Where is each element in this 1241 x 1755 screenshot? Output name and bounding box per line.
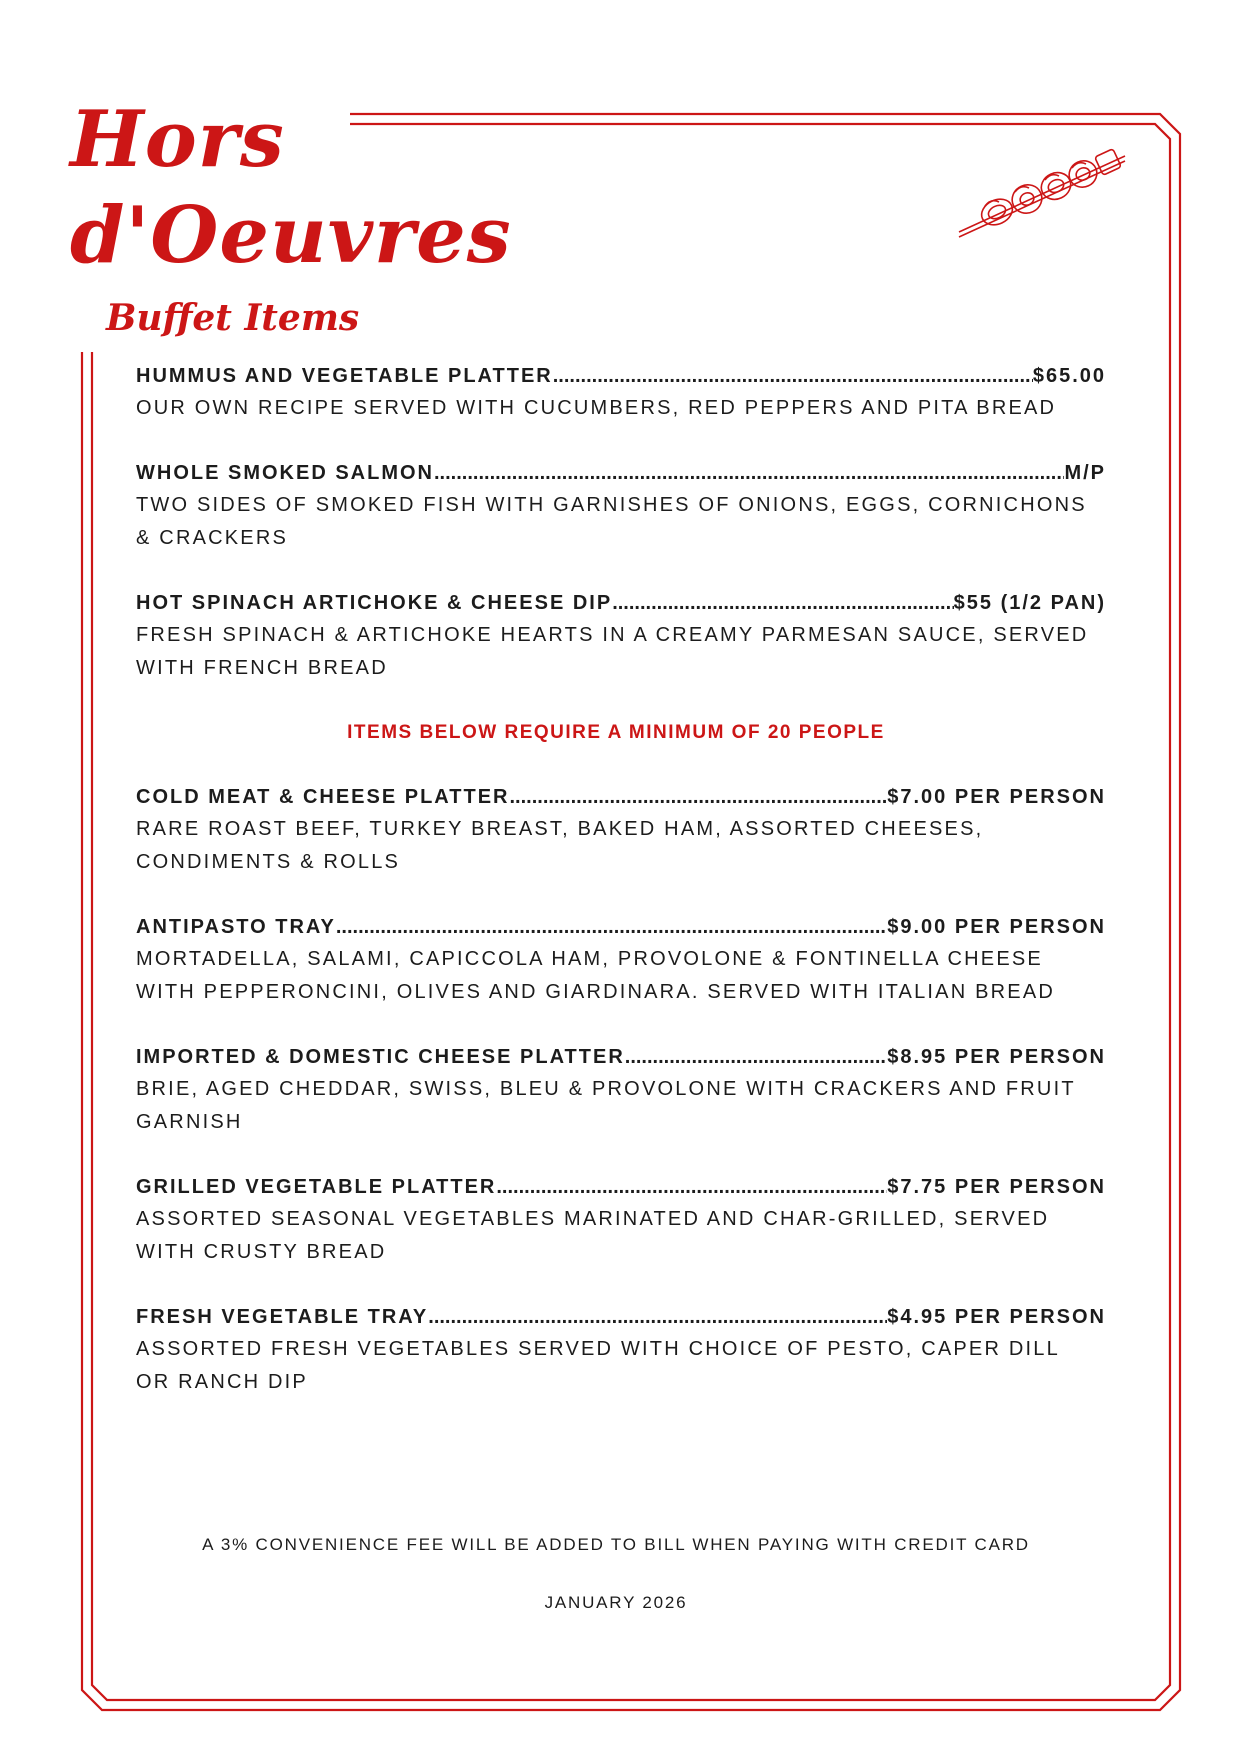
menu-item [136, 457, 1106, 555]
menu-item [136, 1171, 1106, 1269]
menu-item [136, 911, 1106, 1009]
menu-item-price: $65.00 [1032, 365, 1106, 387]
dot-leader [625, 1041, 887, 1073]
menu-item-description: OUR OWN RECIPE SERVED WITH CUCUMBERS, RED PEPPERS AND PITA BREAD [136, 397, 1057, 419]
dot-leader [336, 911, 887, 943]
skewer-icon [955, 142, 1135, 242]
title-line-2: d'Oeuvres [70, 190, 512, 281]
menu-item-name: HOT SPINACH ARTICHOKE & CHEESE DIP [136, 592, 613, 614]
menu-item-price: $7.75 PER PERSON [887, 1176, 1106, 1198]
menu-item-header [136, 587, 1106, 619]
menu-item-name: WHOLE SMOKED SALMON [136, 462, 434, 484]
dot-leader [553, 360, 1033, 392]
menu-item-description: TWO SIDES OF SMOKED FISH WITH GARNISHES OF ONIONS, EGGS, CORNICHONS & CRACKERS [136, 494, 1087, 549]
menu-item-description: BRIE, AGED CHEDDAR, SWISS, BLEU & PROVOLONE WITH CRACKERS AND FRUIT GARNISH [136, 1078, 1076, 1133]
menu-item-name: COLD MEAT & CHEESE PLATTER [136, 786, 510, 808]
menu-item-price: $8.95 PER PERSON [887, 1046, 1106, 1068]
dot-leader [612, 587, 953, 619]
menu-item [136, 781, 1106, 879]
menu-item-header [136, 1041, 1106, 1073]
dot-leader [428, 1301, 887, 1333]
title-line-1: Hors [70, 94, 285, 185]
menu-item-description: MORTADELLA, SALAMI, CAPICCOLA HAM, PROVOLONE & FONTINELLA CHEESE WITH PEPPERONCINI, OLIVES AND GIARDINARA. SERVED WITH ITALIAN BREAD [136, 948, 1056, 1003]
menu-list [136, 360, 1106, 1431]
menu-item-description: FRESH SPINACH & ARTICHOKE HEARTS IN A CREAMY PARMESAN SAUCE, SERVED WITH FRENCH BREAD [136, 624, 1089, 679]
menu-item [136, 1301, 1106, 1399]
menu-item-price: $9.00 PER PERSON [887, 916, 1106, 938]
menu-item-header [136, 911, 1106, 943]
menu-item-price: $7.00 PER PERSON [887, 786, 1106, 808]
menu-item-description: RARE ROAST BEEF, TURKEY BREAST, BAKED HAM, ASSORTED CHEESES, CONDIMENTS & ROLLS [136, 818, 984, 873]
menu-item-name: ANTIPASTO TRAY [136, 916, 336, 938]
menu-item-price: M/P [1064, 462, 1106, 484]
menu-item-price: $4.95 PER PERSON [887, 1306, 1106, 1328]
menu-item-price: $55 (1/2 PAN) [953, 592, 1106, 614]
menu-item-name: HUMMUS AND VEGETABLE PLATTER [136, 365, 553, 387]
menu-item-name: IMPORTED & DOMESTIC CHEESE PLATTER [136, 1046, 625, 1068]
menu-item-name: GRILLED VEGETABLE PLATTER [136, 1176, 497, 1198]
menu-item-header [136, 1171, 1106, 1203]
menu-item-header [136, 360, 1106, 392]
menu-item-header [136, 781, 1106, 813]
minimum-notice: ITEMS BELOW REQUIRE A MINIMUM OF 20 PEOPLE [347, 722, 885, 743]
dot-leader [434, 457, 1064, 489]
section-subtitle: Buffet Items [106, 297, 360, 339]
menu-item-header [136, 1301, 1106, 1333]
dot-leader [496, 1171, 887, 1203]
menu-item [136, 1041, 1106, 1139]
menu-date: JANUARY 2026 [544, 1593, 688, 1612]
dot-leader [509, 781, 887, 813]
menu-item [136, 587, 1106, 685]
menu-item-header [136, 457, 1106, 489]
convenience-fee-note: A 3% CONVENIENCE FEE WILL BE ADDED TO BILL WHEN PAYING WITH CREDIT CARD [202, 1535, 1030, 1554]
menu-item [136, 360, 1106, 425]
menu-item-description: ASSORTED SEASONAL VEGETABLES MARINATED AND CHAR-GRILLED, SERVED WITH CRUSTY BREAD [136, 1208, 1050, 1263]
menu-item-description: ASSORTED FRESH VEGETABLES SERVED WITH CHOICE OF PESTO, CAPER DILL OR RANCH DIP [136, 1338, 1060, 1393]
menu-item-name: FRESH VEGETABLE TRAY [136, 1306, 429, 1328]
page-title [70, 92, 512, 284]
